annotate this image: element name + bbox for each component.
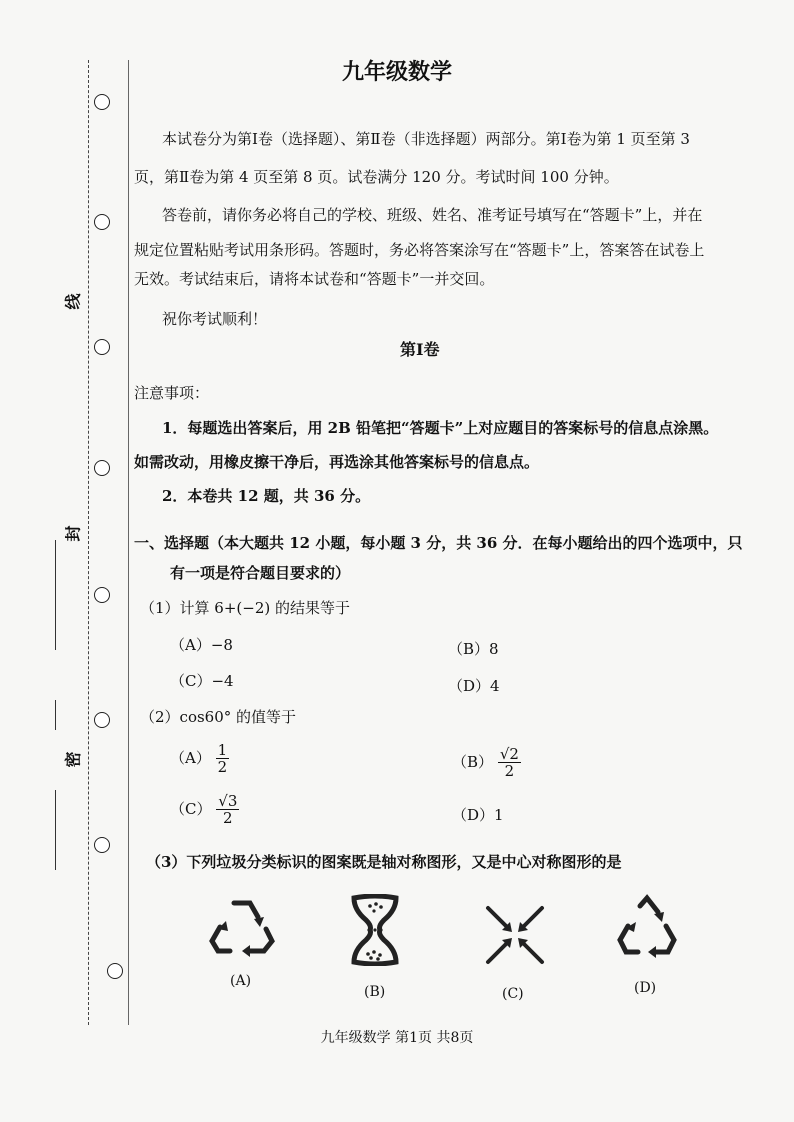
q2-b-numerator: √2 [499,745,519,763]
q3-stem: （3）下列垃圾分类标识的图案既是轴对称图形，又是中心对称图形的是 [146,853,622,871]
fill-in-line [55,790,56,870]
intro-wish: 祝你考试顺利！ [162,310,268,328]
binding-char-line: 线 [63,293,83,310]
q2-option-b [452,746,521,779]
q2-a-numerator: 1 [217,741,228,759]
punch-hole [94,214,110,230]
binding-char-seal: 封 [63,525,83,542]
binding-char-secret: 密 [63,751,83,768]
recycle-triangle-icon [206,893,278,959]
notes-heading: 注意事项： [134,384,210,402]
q1-option-c: （C）−4 [170,672,234,690]
q2-option-d: （D）1 [452,806,504,824]
q2-option-a-label: （A） [170,748,211,767]
fill-in-line [55,540,56,650]
intro-para1-line2: 页，第Ⅱ卷为第 4 页至第 8 页。试卷满分 120 分。考试时间 100 分钟。 [134,168,619,186]
binding-dashed-line [88,60,89,1025]
intro-para2-line3: 无效。考试结束后，请将本试卷和“答题卡”一并交回。 [134,270,495,288]
notes-item1-line2: 如需改动，用橡皮擦干净后，再选涂其他答案标号的信息点。 [134,453,540,471]
q2-option-a-fraction [216,742,230,775]
intro-para1-line1: 本试卷分为第Ⅰ卷（选择题）、第Ⅱ卷（非选择题）两部分。第Ⅰ卷为第 1 页至第 3 [162,130,690,148]
inward-arrows-x-icon [484,904,546,966]
q2-c-denominator: 2 [223,809,233,827]
recycle-triangle-alt-icon [614,892,680,964]
notes-item2: 2．本卷共 12 题，共 36 分。 [162,487,371,505]
hourglass-icon [350,894,400,966]
punch-hole [94,460,110,476]
q2-option-c-fraction [216,793,239,826]
page-footer: 九年级数学 第1页 共8页 [320,1030,474,1046]
q3-caption-b: (B) [364,984,386,1000]
q2-option-c [170,793,239,826]
section-title: 第Ⅰ卷 [400,340,440,359]
punch-hole [94,837,110,853]
punch-hole [94,587,110,603]
q3-caption-c: (C) [502,986,524,1002]
q2-option-b-fraction [498,746,521,779]
q2-stem: （2）cos60° 的值等于 [140,708,297,726]
q2-option-a [170,742,229,775]
page-title: 九年级数学 [341,59,452,85]
q1-stem: （1）计算 6+(−2) 的结果等于 [140,599,351,617]
part1-heading-line2: 有一项是符合题目要求的） [170,564,351,582]
q2-a-denominator: 2 [217,758,228,776]
q3-caption-a: (A) [230,973,252,989]
q2-b-denominator: 2 [504,762,515,780]
intro-para2-line2: 规定位置粘贴考试用条形码。答题时，务必将答案涂写在“答题卡”上，答案答在试卷上 [134,241,705,259]
q1-option-a: （A）−8 [170,636,233,654]
punch-hole [94,712,110,728]
punch-hole [94,339,110,355]
q3-caption-d: (D) [634,980,657,996]
punch-hole [107,963,123,979]
q1-option-d: （D）4 [448,677,500,695]
q2-option-c-label: （C） [170,799,212,818]
intro-para2-line1: 答卷前，请你务必将自己的学校、班级、姓名、准考证号填写在“答题卡”上，并在 [162,206,703,224]
notes-item1-line1: 1．每题选出答案后，用 2B 铅笔把“答题卡”上对应题目的答案标号的信息点涂黑。 [162,419,719,437]
q1-option-b: （B）8 [448,640,499,658]
q2-option-b-label: （B） [452,752,494,771]
q2-c-numerator: √3 [218,792,238,810]
punch-hole [94,94,110,110]
binding-dashed-line-inner [128,60,129,1025]
part1-heading-line1: 一、选择题（本大题共 12 小题，每小题 3 分，共 36 分．在每小题给出的四个选项中，只 [134,534,743,552]
fill-in-line [55,700,56,730]
